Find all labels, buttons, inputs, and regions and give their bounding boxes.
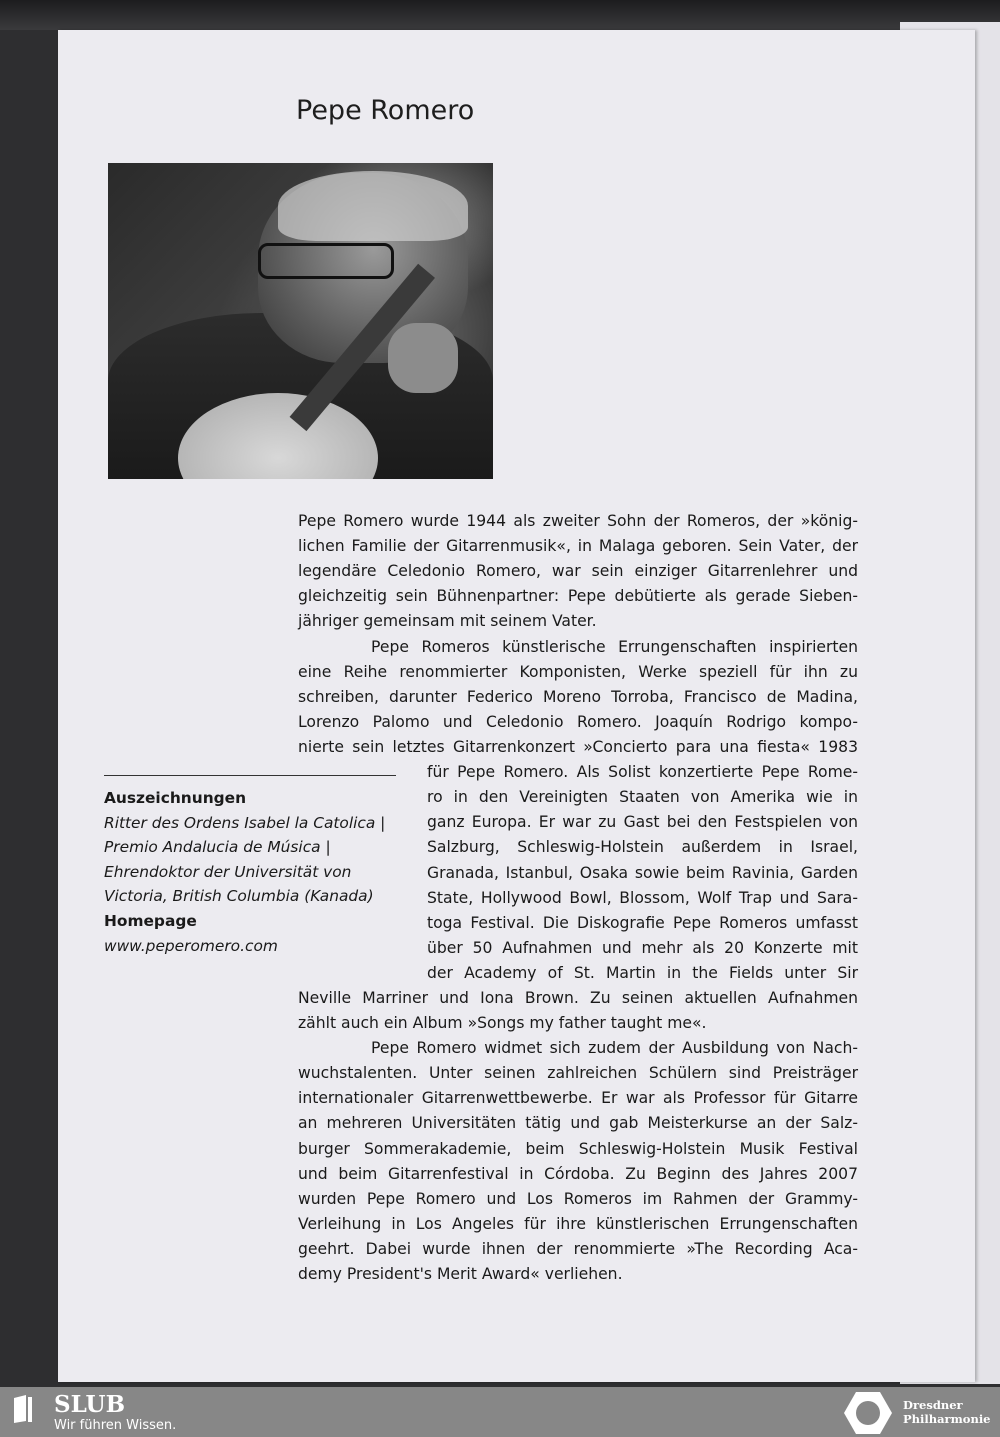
philharmonie-logo[interactable] <box>903 1398 991 1426</box>
text-line: eine Reihe renommierter Komponisten, Werke speziell für ihn zu <box>298 663 858 681</box>
text-line: wuchstalenten. Unter seinen zahlreichen Schülern sind Preisträger <box>298 1064 858 1082</box>
portrait-photo <box>108 163 493 479</box>
philharmonie-sun-icon <box>843 1391 893 1435</box>
text-line: schreiben, darunter Federico Moreno Torroba, Francisco de Madina, <box>298 688 858 706</box>
text-line: toga Festival. Die Diskografie Pepe Romeros umfasst <box>427 914 858 932</box>
text-line: über 50 Aufnahmen und mehr als 20 Konzerte mit <box>427 939 858 957</box>
text-line: legendäre Celedonio Romero, war sein einziger Gitarrenlehrer und <box>298 562 858 580</box>
award-item: Victoria, British Columbia (Kanada) <box>104 887 374 906</box>
text-line: Granada, Istanbul, Osaka sowie beim Ravinia, Garden <box>427 864 858 882</box>
text-line: ganz Europa. Er war zu Gast bei den Festspielen von <box>427 813 858 831</box>
text-line: Neville Marriner und Iona Brown. Zu seinen aktuellen Aufnahmen <box>298 989 858 1007</box>
text-line: burger Sommerakademie, beim Schleswig-Holstein Musik Festival <box>298 1140 858 1158</box>
text-line: lichen Familie der Gitarrenmusik«, in Malaga geboren. Sein Vater, der <box>298 537 858 555</box>
homepage-heading: Homepage <box>104 911 197 930</box>
sidebar-divider <box>104 775 396 776</box>
text-line: gleichzeitig sein Bühnenpartner: Pepe debütierte als gerade Sieben- <box>298 587 858 605</box>
text-line: Verleihung in Los Angeles für ihre künstlerischen Errungenschaften <box>298 1215 858 1233</box>
text-line: für Pepe Romero. Als Solist konzertierte Pepe Rome- <box>427 763 858 781</box>
text-line: an mehreren Universitäten tätig und gab Meisterkurse an der Salz- <box>298 1114 858 1132</box>
footer-bar <box>0 1387 1000 1437</box>
text-line: Pepe Romero widmet sich zudem der Ausbildung von Nach- <box>371 1039 858 1057</box>
text-line: ro in den Vereinigten Staaten von Amerika wie in <box>427 788 858 806</box>
sidebar-info <box>104 786 385 958</box>
slub-logo[interactable]: SLUB <box>54 1391 126 1418</box>
text-line: geehrt. Dabei wurde ihnen der renommierte »The Recording Aca- <box>298 1240 858 1258</box>
award-item: Ehrendoktor der Universität von <box>104 862 352 881</box>
text-line: State, Hollywood Bowl, Blossom, Wolf Trap und Sara- <box>427 889 858 907</box>
award-item: Premio Andalucia de Música | <box>104 838 331 857</box>
slub-tagline: Wir führen Wissen. <box>54 1418 177 1433</box>
philharmonie-line1: Dresdner <box>903 1398 963 1412</box>
text-line: nierte sein letztes Gitarrenkonzert »Concierto para una fiesta« 1983 <box>298 738 858 756</box>
text-line: Pepe Romeros künstlerische Errungenschaften inspirierten <box>371 638 858 656</box>
text-line: demy President's Merit Award« verliehen. <box>298 1265 623 1283</box>
text-line: Lorenzo Palomo und Celedonio Romero. Joaquín Rodrigo kompo- <box>298 713 858 731</box>
text-line: jähriger gemeinsam mit seinem Vater. <box>298 612 597 630</box>
text-line: Salzburg, Schleswig-Holstein außerdem in Israel, <box>427 838 858 856</box>
philharmonie-line2: Philharmonie <box>903 1412 991 1426</box>
text-line: internationaler Gitarrenwettbewerbe. Er war als Professor für Gitarre <box>298 1089 858 1107</box>
slub-book-icon <box>12 1395 34 1423</box>
text-line: wurden Pepe Romero und Los Romeros im Rahmen der Grammy- <box>298 1190 858 1208</box>
text-line: zählt auch ein Album »Songs my father taught me«. <box>298 1014 707 1032</box>
text-line: Pepe Romero wurde 1944 als zweiter Sohn der Romeros, der »könig- <box>298 512 858 530</box>
page-title: Pepe Romero <box>296 95 475 126</box>
award-item: Ritter des Ordens Isabel la Catolica | <box>104 813 386 832</box>
scan-top-edge <box>0 0 1000 30</box>
text-line: und beim Gitarrenfestival in Córdoba. Zu Beginn des Jahres 2007 <box>298 1165 858 1183</box>
text-line: der Academy of St. Martin in the Fields unter Sir <box>427 964 858 982</box>
homepage-link[interactable]: www.peperomero.com <box>104 936 278 955</box>
awards-heading: Auszeichnungen <box>104 789 247 807</box>
